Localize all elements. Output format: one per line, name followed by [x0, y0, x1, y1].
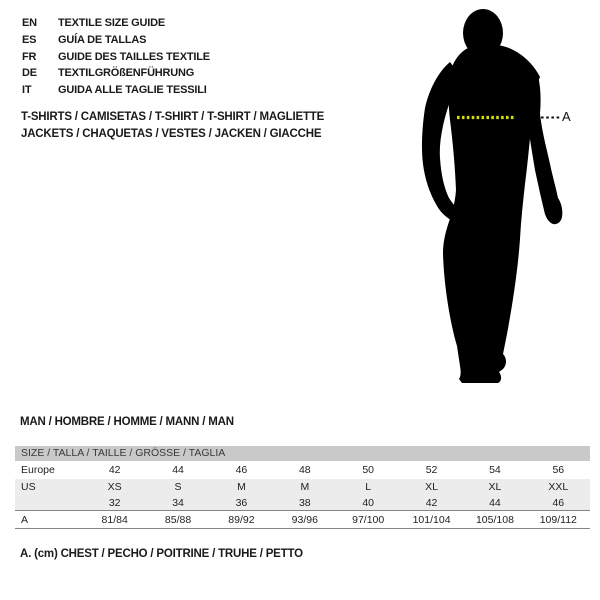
table-row-chest-a: [15, 510, 590, 529]
cell: 105/108: [475, 513, 514, 526]
lang-label: TEXTILGRÖßENFÜHRUNG: [58, 67, 195, 80]
lang-label: GUIDA ALLE TAGLIE TESSILI: [58, 84, 207, 97]
cell: 101/104: [412, 513, 451, 526]
measurement-footnote: A. (cm) CHEST / PECHO / POITRINE / TRUHE / PETTO: [20, 548, 303, 560]
cell: 46: [235, 464, 248, 476]
man-silhouette-figure: [420, 6, 570, 386]
row-label: US: [21, 481, 36, 493]
cell: 54: [489, 464, 501, 476]
cell: 40: [362, 496, 375, 509]
neck-shape: [470, 42, 497, 64]
category-line-tshirts: T-SHIRTS / CAMISETAS / T-SHIRT / T-SHIRT / MAGLIETTE: [21, 111, 325, 123]
lang-row-de: [22, 65, 210, 82]
size-table-header: SIZE / TALLA / TAILLE / GRÖSSE / TAGLIA: [15, 446, 590, 461]
table-row-us: [15, 479, 590, 495]
lang-row-en: [22, 15, 210, 32]
cell: 93/96: [291, 513, 318, 526]
cell: XL: [488, 481, 502, 493]
cell: XXL: [548, 481, 569, 493]
category-line-jackets: JACKETS / CHAQUETAS / VESTES / JACKEN / GIACCHE: [21, 128, 322, 140]
lang-row-fr: [22, 49, 210, 66]
cell: 85/88: [164, 513, 192, 526]
cell: 46: [552, 496, 565, 509]
cell: 81/84: [101, 513, 128, 526]
cell: XS: [107, 481, 122, 493]
cell: L: [365, 481, 372, 493]
cell: 44: [172, 464, 184, 476]
cell: 42: [108, 464, 121, 476]
cell: 89/92: [228, 513, 255, 526]
cell: M: [237, 481, 246, 493]
lang-code: ES: [22, 33, 37, 46]
cell: XL: [425, 481, 438, 493]
lang-row-es: [22, 32, 210, 49]
cell: 50: [362, 464, 375, 476]
category-lines: [21, 109, 324, 143]
cell: 32: [108, 496, 121, 509]
lang-label: TEXTILE SIZE GUIDE: [58, 17, 166, 29]
cell: M: [300, 481, 310, 493]
man-silhouette-svg: [420, 6, 570, 386]
language-guide-list: [22, 15, 210, 99]
lang-code: EN: [22, 17, 37, 29]
lang-label: GUÍA DE TALLAS: [58, 33, 147, 46]
cell: S: [174, 481, 182, 493]
table-row-unlabeled: [15, 495, 590, 510]
lang-label: GUIDE DES TAILLES TEXTILE: [58, 50, 210, 63]
lang-code: DE: [22, 67, 37, 80]
section-title-man: MAN / HOMBRE / HOMME / MANN / MAN: [20, 416, 234, 428]
cell: 109/112: [539, 513, 577, 526]
cell: 42: [425, 496, 438, 509]
table-row-europe: [15, 461, 590, 479]
cell: 34: [172, 496, 184, 509]
cell: 44: [489, 496, 501, 509]
cell: 52: [425, 464, 438, 476]
cell: 97/100: [352, 513, 385, 526]
cell: 56: [552, 464, 565, 476]
cell: 48: [298, 464, 311, 476]
lang-code: IT: [22, 84, 32, 97]
row-label: A: [21, 513, 29, 526]
lang-code: FR: [22, 50, 37, 63]
lang-row-it: [22, 82, 210, 99]
row-label: Europe: [21, 464, 55, 476]
cell: 38: [298, 496, 311, 509]
cell: 36: [235, 496, 248, 509]
size-table: [15, 446, 590, 529]
measure-label-a: A: [562, 109, 571, 124]
